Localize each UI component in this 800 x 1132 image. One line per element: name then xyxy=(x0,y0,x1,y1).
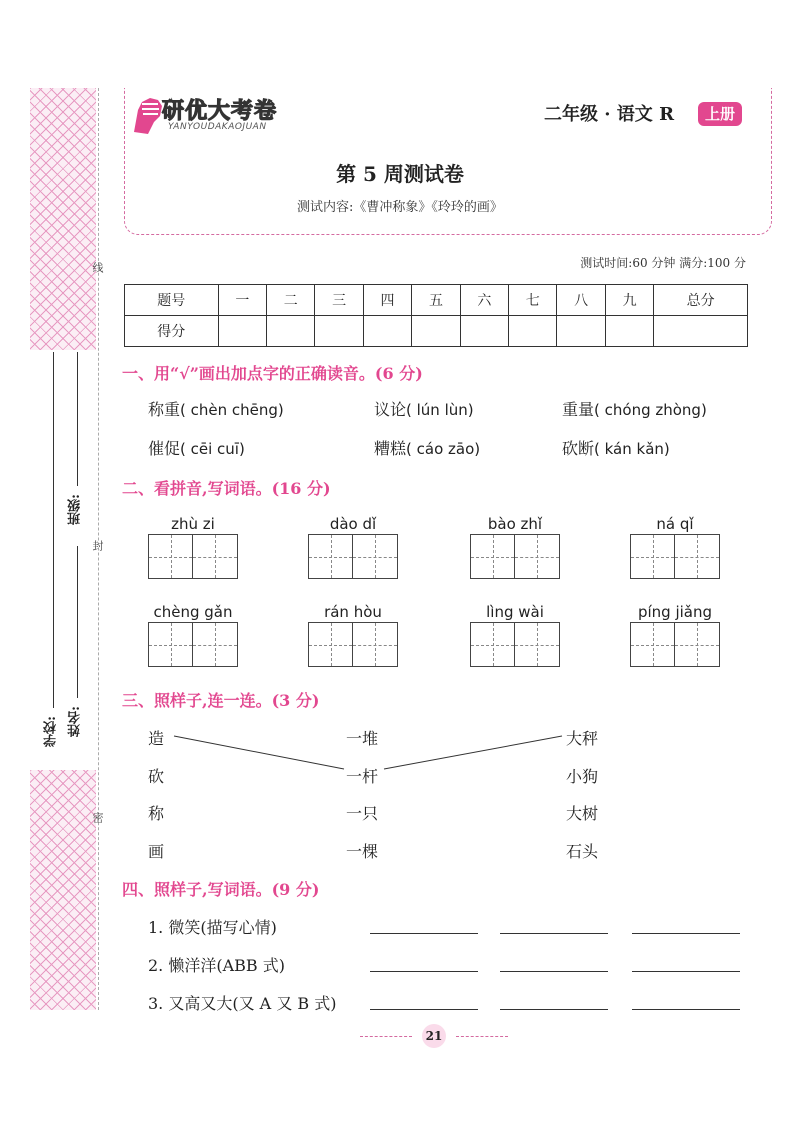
match-left-item[interactable]: 砍 xyxy=(148,767,165,786)
exercise-prompt: 3. 又高又大(又 A 又 B 式) xyxy=(148,994,337,1013)
answer-line[interactable] xyxy=(632,971,740,972)
item-word: 重量 xyxy=(562,400,595,419)
answer-line[interactable] xyxy=(370,933,478,934)
table-header-cell: 一 xyxy=(218,285,266,316)
writing-cell[interactable] xyxy=(148,534,193,579)
table-header-cell: 题号 xyxy=(125,285,219,316)
score-header-row xyxy=(125,285,748,316)
score-cell[interactable] xyxy=(460,316,508,347)
writing-cell[interactable] xyxy=(675,622,720,667)
item-options: ( lún lùn) xyxy=(406,401,474,419)
item-word: 催促 xyxy=(148,439,181,458)
pronunciation-item[interactable] xyxy=(562,397,707,420)
section-3-title: 三、照样子,连一连。(3 分) xyxy=(122,691,320,710)
match-left-item[interactable]: 画 xyxy=(148,842,165,861)
answer-line[interactable] xyxy=(500,933,608,934)
match-middle-item[interactable]: 一只 xyxy=(346,804,379,823)
word-writing-box xyxy=(308,602,398,667)
score-cell[interactable] xyxy=(363,316,411,347)
match-right-item[interactable]: 石头 xyxy=(566,842,599,861)
word-writing-box xyxy=(308,514,398,579)
pinyin-label: chèng gǎn xyxy=(153,603,233,621)
item-options: ( cēi cuī) xyxy=(180,440,245,458)
writing-cell[interactable] xyxy=(470,622,515,667)
table-header-cell: 六 xyxy=(460,285,508,316)
pronunciation-item[interactable] xyxy=(374,436,480,459)
item-word: 议论 xyxy=(374,400,407,419)
writing-cell[interactable] xyxy=(148,622,193,667)
pinyin-label: lìng wài xyxy=(486,603,544,621)
answer-line[interactable] xyxy=(370,971,478,972)
brand-pinyin: YANYOUDAKAOJUAN xyxy=(168,122,267,132)
writing-cell[interactable] xyxy=(470,534,515,579)
answer-line[interactable] xyxy=(500,1009,608,1010)
secret-mark: 密 xyxy=(91,812,104,823)
item-options: ( chèn chēng) xyxy=(180,401,284,419)
pinyin-label: dào dǐ xyxy=(329,515,377,533)
section-1-title: 一、用“√”画出加点字的正确读音。(6 分) xyxy=(122,364,423,383)
match-left-item[interactable]: 称 xyxy=(148,804,165,823)
writing-cell[interactable] xyxy=(630,534,675,579)
footer-divider-right xyxy=(456,1036,508,1037)
pinyin-label: zhù zi xyxy=(171,515,215,533)
line-mark: 线 xyxy=(91,262,104,273)
score-cell[interactable] xyxy=(654,316,748,347)
writing-cell[interactable] xyxy=(630,622,675,667)
table-header-cell: 三 xyxy=(315,285,363,316)
writing-cell[interactable] xyxy=(353,534,398,579)
example-connector-right xyxy=(384,736,562,769)
score-cell[interactable] xyxy=(267,316,315,347)
page-number: 21 xyxy=(422,1024,446,1048)
table-header-cell: 四 xyxy=(363,285,411,316)
score-cell[interactable] xyxy=(412,316,460,347)
word-writing-box xyxy=(148,602,238,667)
decorative-lattice-top xyxy=(30,88,96,350)
item-word: 糟糕 xyxy=(374,439,407,458)
pronunciation-item[interactable] xyxy=(562,436,670,459)
class-label: 班级: xyxy=(68,494,83,525)
item-word: 称重 xyxy=(148,400,181,419)
seal-mark: 封 xyxy=(91,540,104,551)
pinyin-label: píng jiǎng xyxy=(637,603,713,621)
match-middle-item[interactable]: 一棵 xyxy=(346,842,379,861)
school-field[interactable] xyxy=(53,352,54,708)
word-writing-box xyxy=(630,514,720,579)
score-cell[interactable] xyxy=(557,316,605,347)
exercise-prompt: 1. 微笑(描写心情) xyxy=(148,918,277,937)
writing-cell[interactable] xyxy=(193,622,238,667)
match-middle-item[interactable]: 一杆 xyxy=(346,767,379,786)
page-title: 第 5 周测试卷 xyxy=(336,162,464,186)
grade-subject: 二年级 · 语文 R xyxy=(544,104,675,125)
section-2-title: 二、看拼音,写词语。(16 分) xyxy=(122,479,331,498)
score-cell[interactable] xyxy=(218,316,266,347)
score-cell[interactable] xyxy=(509,316,557,347)
item-options: ( chóng zhòng) xyxy=(594,401,707,419)
pinyin-label: bào zhǐ xyxy=(487,515,543,533)
score-table xyxy=(124,284,748,347)
volume-badge: 上册 xyxy=(698,102,742,126)
word-writing-box xyxy=(630,602,720,667)
answer-line[interactable] xyxy=(370,1009,478,1010)
class-field[interactable] xyxy=(77,352,78,486)
word-writing-box xyxy=(470,602,560,667)
writing-cell[interactable] xyxy=(353,622,398,667)
brand-logo xyxy=(128,88,308,140)
item-options: ( kán kǎn) xyxy=(594,440,670,458)
page-footer xyxy=(360,1024,510,1048)
table-header-cell: 八 xyxy=(557,285,605,316)
score-cell[interactable] xyxy=(605,316,653,347)
match-right-item[interactable]: 大树 xyxy=(566,804,599,823)
example-connector-left xyxy=(174,736,344,769)
word-writing-box xyxy=(470,514,560,579)
match-left-item[interactable]: 造 xyxy=(148,729,165,748)
writing-cell[interactable] xyxy=(515,534,560,579)
pronunciation-item[interactable] xyxy=(374,397,474,420)
table-header-cell: 总分 xyxy=(654,285,748,316)
exercise-prompt: 2. 懒洋洋(ABB 式) xyxy=(148,956,285,975)
school-label: 学校: xyxy=(44,716,59,747)
test-content: 测试内容:《曹冲称象》《玲玲的画》 xyxy=(297,200,503,215)
name-field[interactable] xyxy=(77,546,78,698)
answer-line[interactable] xyxy=(500,971,608,972)
footer-divider-left xyxy=(360,1036,412,1037)
pinyin-label: rán hòu xyxy=(324,603,382,621)
writing-cell[interactable] xyxy=(193,534,238,579)
decorative-lattice-bottom xyxy=(30,770,96,1010)
match-right-item[interactable]: 大秤 xyxy=(566,729,599,748)
table-header-cell: 五 xyxy=(412,285,460,316)
brand-name: 研优大考卷 xyxy=(162,99,278,124)
score-row xyxy=(125,316,748,347)
writing-cell[interactable] xyxy=(308,622,353,667)
writing-cell[interactable] xyxy=(675,534,720,579)
score-row-label: 得分 xyxy=(125,316,219,347)
section-4-title: 四、照样子,写词语。(9 分) xyxy=(122,880,320,899)
table-header-cell: 九 xyxy=(605,285,653,316)
pronunciation-item[interactable] xyxy=(148,436,245,459)
pinyin-label: ná qǐ xyxy=(656,515,694,533)
name-label: 姓名: xyxy=(68,706,83,737)
pronunciation-item[interactable] xyxy=(148,397,284,420)
writing-cell[interactable] xyxy=(308,534,353,579)
time-info: 测试时间:60 分钟 满分:100 分 xyxy=(580,256,746,270)
answer-line[interactable] xyxy=(632,1009,740,1010)
word-writing-box xyxy=(148,514,238,579)
writing-cell[interactable] xyxy=(515,622,560,667)
item-options: ( cáo zāo) xyxy=(406,440,481,458)
item-word: 砍断 xyxy=(562,439,595,458)
table-header-cell: 七 xyxy=(509,285,557,316)
answer-line[interactable] xyxy=(632,933,740,934)
score-cell[interactable] xyxy=(315,316,363,347)
match-right-item[interactable]: 小狗 xyxy=(566,767,599,786)
table-header-cell: 二 xyxy=(267,285,315,316)
match-middle-item[interactable]: 一堆 xyxy=(346,729,379,748)
